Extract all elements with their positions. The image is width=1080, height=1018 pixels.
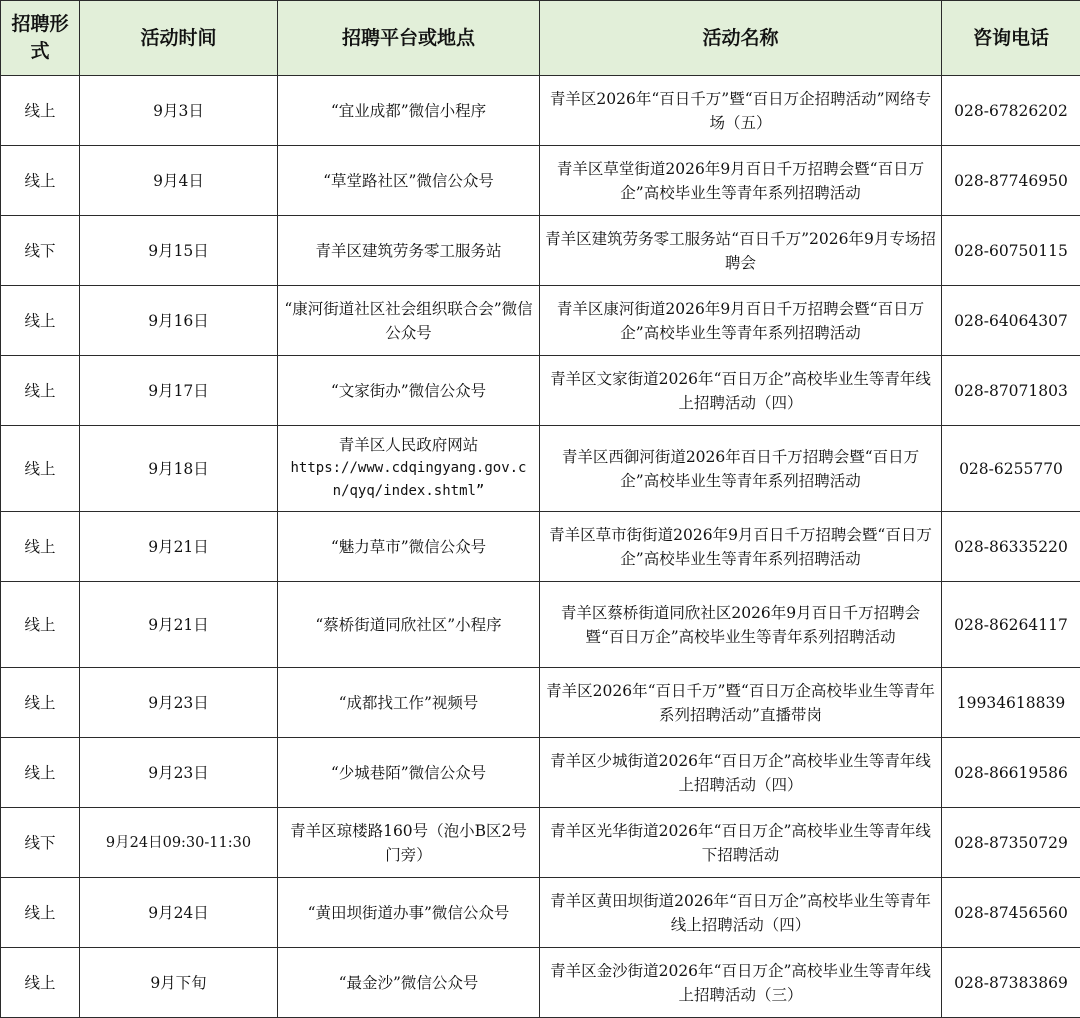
cell-place xyxy=(278,426,540,512)
cell-time: 9月下旬 xyxy=(80,948,278,1018)
header-row xyxy=(1,1,1080,76)
cell-time: 9月21日 xyxy=(80,512,278,582)
cell-phone: 028-86335220 xyxy=(942,512,1080,582)
cell-time: 9月17日 xyxy=(80,356,278,426)
cell-phone: 028-6255770 xyxy=(942,426,1080,512)
cell-place: “少城巷陌”微信公众号 xyxy=(278,738,540,808)
cell-name: 青羊区黄田坝街道2026年“百日万企”高校毕业生等青年线上招聘活动（四） xyxy=(540,878,942,948)
table-row xyxy=(1,512,1080,582)
place-site-link[interactable]: https://www.cdqingyang.gov.cn/qyq/index.shtml” xyxy=(284,457,533,503)
header-time: 活动时间 xyxy=(80,1,278,76)
table-row xyxy=(1,878,1080,948)
cell-place: 青羊区琼楼路160号（泡小B区2号门旁） xyxy=(278,808,540,878)
cell-place: “草堂路社区”微信公众号 xyxy=(278,146,540,216)
cell-form: 线上 xyxy=(1,356,80,426)
cell-phone: 028-60750115 xyxy=(942,216,1080,286)
table-row xyxy=(1,808,1080,878)
cell-name: 青羊区草市街街道2026年9月百日千万招聘会暨“百日万企”高校毕业生等青年系列招聘活动 xyxy=(540,512,942,582)
cell-place: “最金沙”微信公众号 xyxy=(278,948,540,1018)
table-row xyxy=(1,356,1080,426)
cell-time: 9月24日 xyxy=(80,878,278,948)
cell-place: “蔡桥街道同欣社区”小程序 xyxy=(278,582,540,668)
cell-form: 线上 xyxy=(1,878,80,948)
cell-form: 线上 xyxy=(1,948,80,1018)
cell-time: 9月23日 xyxy=(80,668,278,738)
cell-time: 9月15日 xyxy=(80,216,278,286)
table-body xyxy=(1,76,1080,1018)
table-row xyxy=(1,146,1080,216)
header-form: 招聘形式 xyxy=(1,1,80,76)
cell-phone: 028-86264117 xyxy=(942,582,1080,668)
cell-phone: 028-87383869 xyxy=(942,948,1080,1018)
cell-phone: 028-67826202 xyxy=(942,76,1080,146)
cell-name: 青羊区2026年“百日千万”暨“百日万企高校毕业生等青年系列招聘活动”直播带岗 xyxy=(540,668,942,738)
cell-place: “黄田坝街道办事”微信公众号 xyxy=(278,878,540,948)
header-place: 招聘平台或地点 xyxy=(278,1,540,76)
cell-time: 9月21日 xyxy=(80,582,278,668)
cell-time: 9月16日 xyxy=(80,286,278,356)
cell-name: 青羊区蔡桥街道同欣社区2026年9月百日千万招聘会暨“百日万企”高校毕业生等青年系列招聘活动 xyxy=(540,582,942,668)
table-row xyxy=(1,948,1080,1018)
cell-name: 青羊区文家街道2026年“百日万企”高校毕业生等青年线上招聘活动（四） xyxy=(540,356,942,426)
cell-time: 9月3日 xyxy=(80,76,278,146)
cell-form: 线上 xyxy=(1,426,80,512)
table-row xyxy=(1,76,1080,146)
cell-form: 线上 xyxy=(1,582,80,668)
cell-name: 青羊区2026年“百日千万”暨“百日万企招聘活动”网络专场（五） xyxy=(540,76,942,146)
table-row xyxy=(1,668,1080,738)
header-name: 活动名称 xyxy=(540,1,942,76)
cell-phone: 028-87350729 xyxy=(942,808,1080,878)
cell-form: 线上 xyxy=(1,512,80,582)
header-phone: 咨询电话 xyxy=(942,1,1080,76)
cell-time: 9月18日 xyxy=(80,426,278,512)
cell-time: 9月23日 xyxy=(80,738,278,808)
cell-name: 青羊区金沙街道2026年“百日万企”高校毕业生等青年线上招聘活动（三） xyxy=(540,948,942,1018)
table-row xyxy=(1,582,1080,668)
cell-form: 线下 xyxy=(1,216,80,286)
cell-place: “魅力草市”微信公众号 xyxy=(278,512,540,582)
cell-time: 9月24日09:30-11:30 xyxy=(80,808,278,878)
cell-place: 青羊区建筑劳务零工服务站 xyxy=(278,216,540,286)
table-row xyxy=(1,738,1080,808)
cell-form: 线上 xyxy=(1,668,80,738)
cell-form: 线上 xyxy=(1,146,80,216)
cell-phone: 028-86619586 xyxy=(942,738,1080,808)
cell-form: 线下 xyxy=(1,808,80,878)
cell-place: “成都找工作”视频号 xyxy=(278,668,540,738)
cell-phone: 028-64064307 xyxy=(942,286,1080,356)
table-row xyxy=(1,216,1080,286)
cell-place: “文家街办”微信公众号 xyxy=(278,356,540,426)
cell-form: 线上 xyxy=(1,738,80,808)
cell-name: 青羊区康河街道2026年9月百日千万招聘会暨“百日万企”高校毕业生等青年系列招聘活动 xyxy=(540,286,942,356)
cell-place: “宜业成都”微信小程序 xyxy=(278,76,540,146)
cell-time: 9月4日 xyxy=(80,146,278,216)
cell-phone: 19934618839 xyxy=(942,668,1080,738)
cell-name: 青羊区光华街道2026年“百日万企”高校毕业生等青年线下招聘活动 xyxy=(540,808,942,878)
cell-phone: 028-87746950 xyxy=(942,146,1080,216)
cell-place: “康河街道社区社会组织联合会”微信公众号 xyxy=(278,286,540,356)
place-site-name: 青羊区人民政府网站 xyxy=(284,434,533,457)
table-row xyxy=(1,286,1080,356)
cell-form: 线上 xyxy=(1,286,80,356)
cell-phone: 028-87456560 xyxy=(942,878,1080,948)
table-header xyxy=(1,1,1080,76)
cell-form: 线上 xyxy=(1,76,80,146)
table-row xyxy=(1,426,1080,512)
cell-name: 青羊区草堂街道2026年9月百日千万招聘会暨“百日万企”高校毕业生等青年系列招聘活动 xyxy=(540,146,942,216)
cell-phone: 028-87071803 xyxy=(942,356,1080,426)
cell-name: 青羊区西御河街道2026年百日千万招聘会暨“百日万企”高校毕业生等青年系列招聘活动 xyxy=(540,426,942,512)
cell-name: 青羊区少城街道2026年“百日万企”高校毕业生等青年线上招聘活动（四） xyxy=(540,738,942,808)
cell-name: 青羊区建筑劳务零工服务站“百日千万”2026年9月专场招聘会 xyxy=(540,216,942,286)
